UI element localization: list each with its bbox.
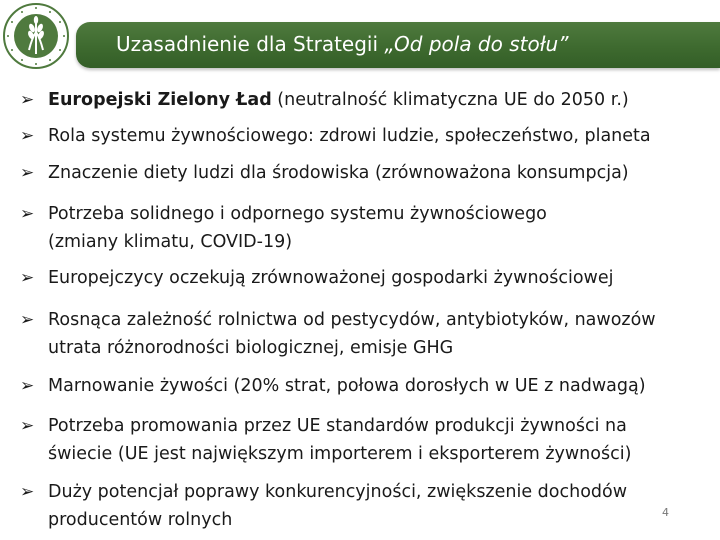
bullet-line: Potrzeba promowania przez UE standardów produkcji żywności na (48, 416, 627, 436)
bullet-list (0, 86, 720, 540)
ministry-logo (2, 2, 70, 70)
arrow-bullet-icon: ➢ (20, 376, 35, 396)
arrow-bullet-icon: ➢ (20, 204, 35, 224)
bullet-line: Rosnąca zależność rolnictwa od pestycydów, antybiotyków, nawozów (48, 310, 656, 330)
slide-title (116, 31, 569, 57)
bullet-bold-text: Europejski Zielony Ład (48, 90, 272, 110)
bullet-line: utrata różnorodności biologicznej, emisje GHG (48, 338, 454, 358)
bullet-line: świecie (UE jest największym importerem i eksporterem żywności) (48, 444, 632, 464)
bullet-line: (zmiany klimatu, COVID-19) (48, 232, 293, 252)
arrow-bullet-icon: ➢ (20, 310, 35, 330)
bullet-line: Rola systemu żywnościowego: zdrowi ludzie, społeczeństwo, planeta (48, 126, 651, 146)
title-bar (76, 22, 720, 68)
page-number: 4 (662, 506, 669, 519)
arrow-bullet-icon: ➢ (20, 268, 35, 288)
title-prefix: Uzasadnienie dla Strategii (116, 32, 385, 56)
arrow-bullet-icon: ➢ (20, 90, 35, 110)
bullet-line: producentów rolnych (48, 510, 233, 530)
bullet-line: Europejski Zielony Ład (neutralność klimatyczna UE do 2050 r.) (48, 90, 629, 110)
arrow-bullet-icon: ➢ (20, 416, 35, 436)
arrow-bullet-icon: ➢ (20, 126, 35, 146)
bullet-line: Marnowanie żywości (20% strat, połowa dorosłych w UE z nadwagą) (48, 376, 646, 396)
bullet-line: Duży potencjał poprawy konkurencyjności, zwiększenie dochodów (48, 482, 628, 502)
title-italic: „Od pola do stołu” (384, 32, 569, 56)
wheat-emblem-icon (2, 2, 70, 70)
arrow-bullet-icon: ➢ (20, 163, 35, 183)
bullet-line: Europejczycy oczekują zrównoważonej gospodarki żywnościowej (48, 268, 614, 288)
bullet-line: Znaczenie diety ludzi dla środowiska (zrównoważona konsumpcja) (48, 163, 629, 183)
arrow-bullet-icon: ➢ (20, 482, 35, 502)
bullet-line: Potrzeba solidnego i odpornego systemu żywnościowego (48, 204, 547, 224)
